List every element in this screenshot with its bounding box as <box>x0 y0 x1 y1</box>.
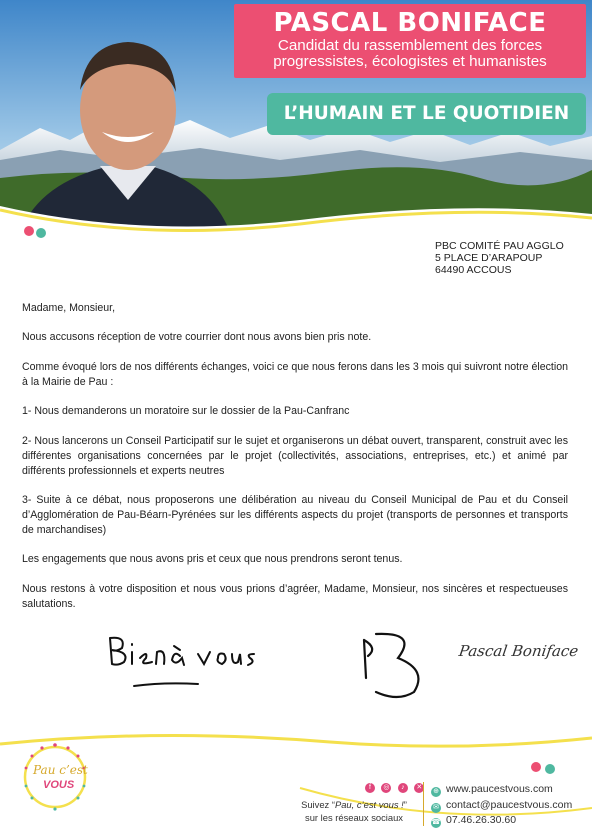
email-link[interactable]: contact@paucestvous.com <box>446 798 573 811</box>
paragraph-6: Les engagements que nous avons pris et ceux que nous prendrons seront tenus. <box>22 553 403 566</box>
facebook-icon[interactable]: f <box>365 783 375 793</box>
letter-body <box>22 301 568 626</box>
teal-dot <box>36 228 46 238</box>
mail-icon: ✉ <box>431 803 441 813</box>
x-icon[interactable]: ✕ <box>414 783 424 793</box>
tiktok-icon[interactable]: ♪ <box>398 783 408 793</box>
paragraph-5: 3- Suite à ce débat, nous proposerons une délibération au niveau du Conseil Municipal de Pau et du Conseil d’Agglomération de Pau-Béarn-Pyrénées sur les différents aspects du projet (transports de personnes et transports de marchandises) <box>22 493 568 536</box>
phone-link[interactable]: 07.46.26.30.60 <box>446 814 517 826</box>
footer-divider <box>423 782 424 826</box>
teal-dot <box>545 764 555 774</box>
website-link[interactable]: www.paucestvous.com <box>446 783 553 795</box>
pau-cest-vous-logo <box>18 740 92 814</box>
pink-dot <box>531 762 541 772</box>
globe-icon: ⊕ <box>431 787 441 797</box>
greeting: Madame, Monsieur, <box>22 302 116 314</box>
follow-line1: Suivez “Pau, c’est vous !” <box>301 799 407 810</box>
paragraph-1: Nous accusons réception de votre courrier dont nous avons bien pris note. <box>22 331 372 344</box>
phone-icon: ☎ <box>431 819 441 826</box>
address-line3: 64490 ACCOUS <box>435 264 512 276</box>
header-banner <box>0 0 592 232</box>
logo-text-vous: VOUS <box>43 779 75 791</box>
social-icons <box>365 783 426 795</box>
paragraph-3: 1- Nous demanderons un moratoire sur le dossier de la Pau-Canfranc <box>22 405 350 418</box>
signature-area <box>0 620 592 710</box>
slogan-banner: L’HUMAIN ET LE QUOTIDIEN <box>267 93 586 135</box>
candidate-name-box <box>234 4 586 78</box>
handwritten-closing <box>104 628 264 698</box>
contact-list <box>431 783 572 830</box>
address-line1: PBC COMITÉ PAU AGGLO <box>435 240 564 252</box>
follow-slogan: Pau, c’est vous ! <box>334 799 404 810</box>
candidate-name: PASCAL BONIFACE <box>273 8 547 38</box>
instagram-icon[interactable]: ◎ <box>383 784 390 791</box>
candidate-subtitle-line2: progressistes, écologistes et humanistes <box>273 53 547 70</box>
address-line2: 5 PLACE D’ARAPOUP <box>435 252 543 264</box>
recipient-address <box>435 240 564 276</box>
signer-name: Pascal Boniface <box>457 642 580 660</box>
follow-text <box>280 798 428 824</box>
contact-website[interactable] <box>431 783 572 799</box>
paragraph-4: 2- Nous lancerons un Conseil Participatif sur le sujet et organiserons un débat ouvert, transparent, construit avec les différentes organisations concernées par le projet (collectivités, associations, entreprises, etc.) et animé par différents professionnels et experts neutres <box>22 434 568 477</box>
contact-phone[interactable] <box>431 814 572 830</box>
contact-email[interactable] <box>431 799 572 815</box>
signature-mark <box>358 626 438 706</box>
paragraph-2: Comme évoqué lors de nos différents échanges, voici ce que nous ferons dans les 3 mois qui suivront notre élection à la Mairie de Pau : <box>22 360 568 388</box>
logo-text-pau-cest: Pau c’est <box>33 763 88 777</box>
pink-dot <box>24 226 34 236</box>
paragraph-7: Nous restons à votre disposition et nous vous prions d’agréer, Madame, Monsieur, nos sincères et respectueuses salutations. <box>22 582 568 610</box>
candidate-subtitle-line1: Candidat du rassemblement des forces <box>277 37 543 54</box>
follow-line2: sur les réseaux sociaux <box>305 812 403 823</box>
